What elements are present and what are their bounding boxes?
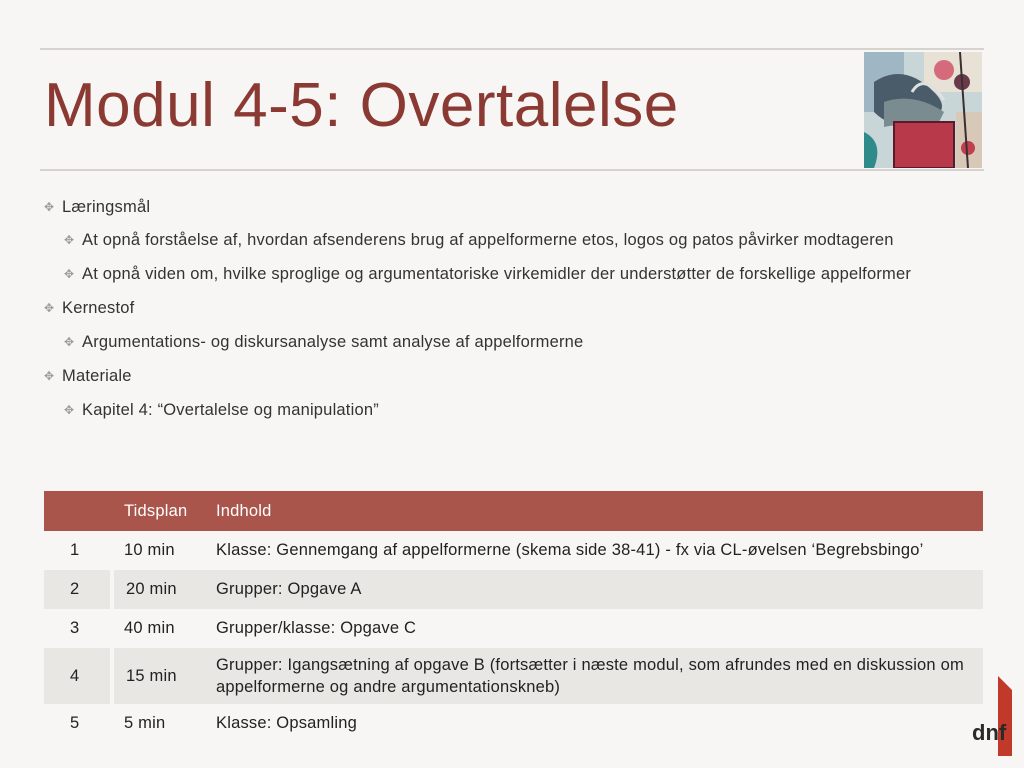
- table-row: [44, 570, 983, 609]
- table-row: [44, 609, 983, 648]
- row-content: Grupper/klasse: Opgave C: [216, 619, 417, 637]
- table-row: [44, 704, 983, 743]
- bullet-marker-icon: ✥: [44, 301, 55, 315]
- bullet-marker-icon: ✥: [64, 233, 75, 247]
- bullet-text: Materiale: [62, 367, 132, 385]
- bullet-laeringsmaal-1: [64, 231, 894, 250]
- bullet-kernestof: [44, 299, 135, 318]
- bullet-text: Kapitel 4: “Overtalelse og manipulation”: [82, 401, 379, 419]
- row-number: 1: [70, 541, 80, 559]
- bullet-laeringsmaal: [44, 198, 151, 217]
- svg-text:dnf: dnf: [972, 720, 1007, 745]
- bullet-text: At opnå viden om, hvilke sproglige og argumentatoriske virkemidler der understøtter de forskellige appelformer: [82, 265, 912, 283]
- painting-image: [864, 52, 982, 168]
- row-content: Klasse: Gennemgang af appelformerne (skema side 38-41) - fx via CL-øvelsen ‘Begrebsbingo’: [216, 541, 924, 559]
- bullet-marker-icon: ✥: [44, 200, 55, 214]
- bullet-marker-icon: ✥: [64, 335, 75, 349]
- bullet-marker-icon: ✥: [44, 369, 55, 383]
- row-time: 40 min: [124, 619, 175, 637]
- bullet-text: Læringsmål: [62, 198, 151, 216]
- slide-title: Modul 4-5: Overtalelse: [44, 71, 679, 140]
- bullet-text: Kernestof: [62, 299, 135, 317]
- bullet-laeringsmaal-2: [64, 265, 912, 284]
- bullet-marker-icon: ✥: [64, 267, 75, 281]
- row-number: 5: [70, 714, 80, 732]
- row-time: 5 min: [124, 714, 166, 732]
- bullet-materiale-1: [64, 401, 379, 420]
- header-indhold: Indhold: [206, 491, 983, 531]
- bullet-materiale: [44, 367, 132, 386]
- title-bottom-rule: [40, 169, 984, 171]
- dnf-logo: [968, 676, 1012, 756]
- row-content: Grupper: Opgave A: [206, 570, 983, 609]
- bullet-text: Argumentations- og diskursanalyse samt analyse af appelformerne: [82, 333, 584, 351]
- row-number: 3: [70, 619, 80, 637]
- top-rule: [40, 48, 984, 50]
- table-row: [44, 531, 983, 570]
- schedule-table: [44, 491, 983, 743]
- header-tidsplan: Tidsplan: [112, 491, 206, 531]
- row-number: 2: [44, 570, 112, 609]
- row-number: 4: [44, 648, 112, 704]
- bullet-kernestof-1: [64, 333, 584, 352]
- row-time: 20 min: [112, 570, 206, 609]
- bullet-text: At opnå forståelse af, hvordan afsenderens brug af appelformerne etos, logos og patos påvirker modtageren: [82, 231, 894, 249]
- row-time: 15 min: [112, 648, 206, 704]
- row-time: 10 min: [124, 541, 175, 559]
- header-num: [44, 491, 112, 531]
- table-header-row: [44, 491, 983, 531]
- row-content: Klasse: Opsamling: [216, 714, 357, 732]
- row-content: Grupper: Igangsætning af opgave B (fortsætter i næste modul, som afrundes med en diskussion om appelformerne og andre argumentationskneb): [206, 648, 983, 704]
- table-row: [44, 648, 983, 704]
- bullet-marker-icon: ✥: [64, 403, 75, 417]
